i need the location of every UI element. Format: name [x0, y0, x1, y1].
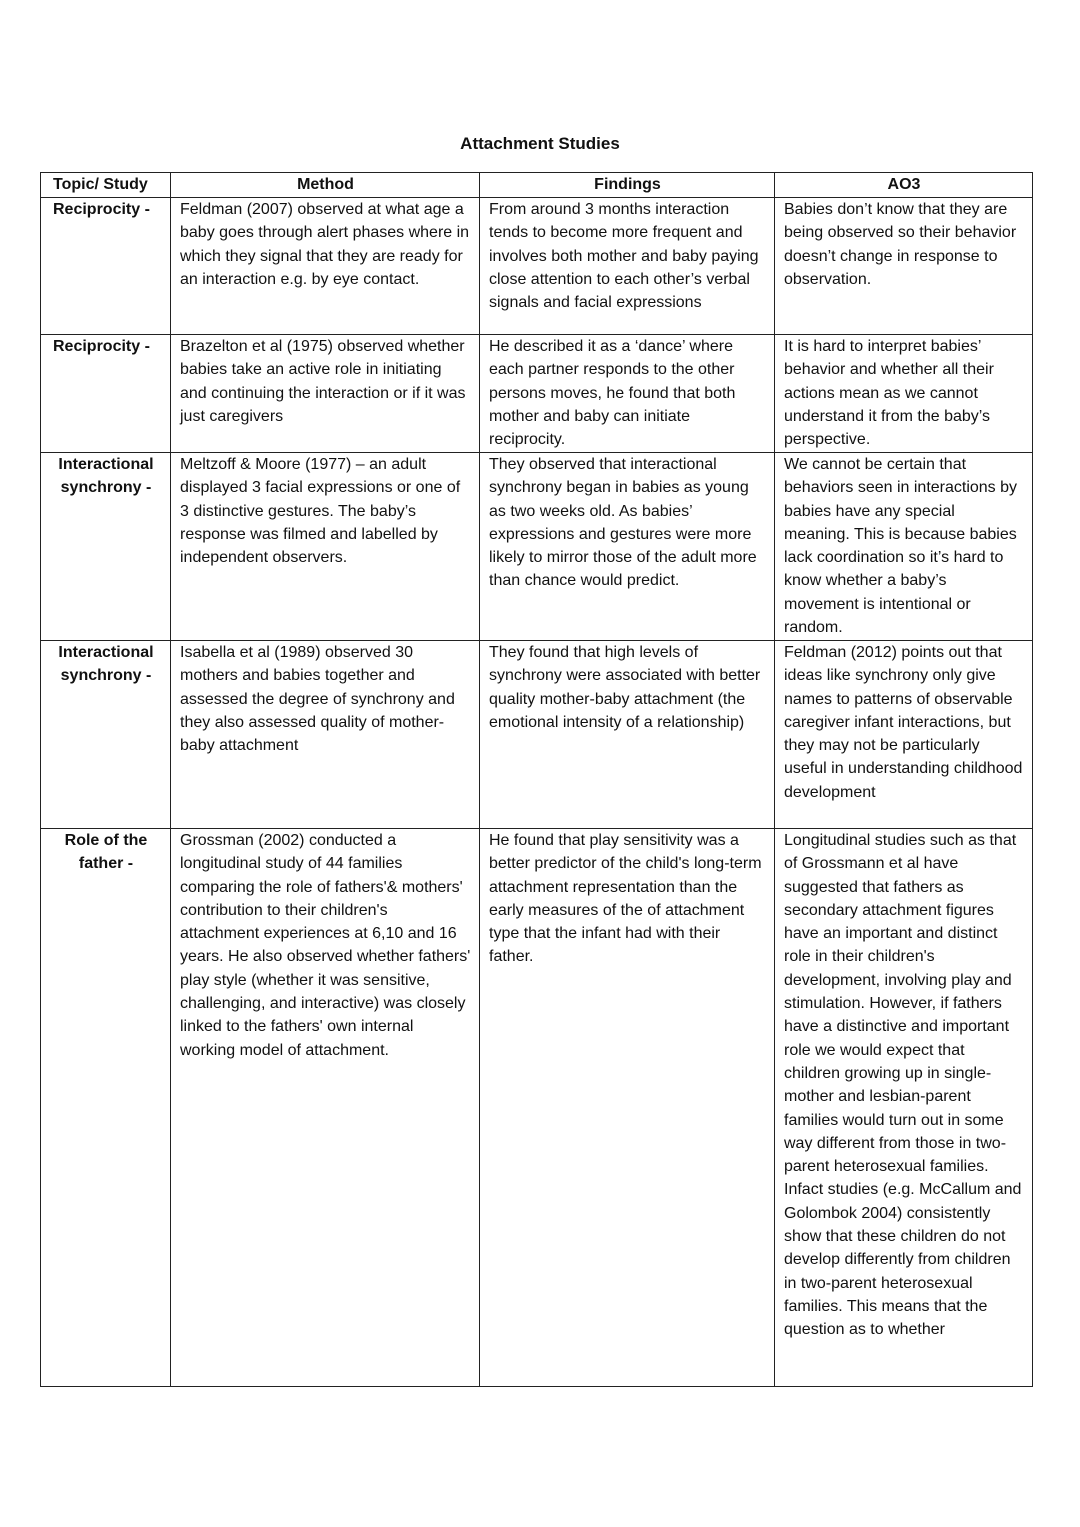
header-topic: Topic/ Study: [41, 173, 171, 198]
table-row: [41, 829, 1033, 1387]
ao3-cell: Feldman (2012) points out that ideas like synchrony only give names to patterns of observable caregiver infant interactions, but they may not be particularly useful in understanding childhood development: [775, 641, 1033, 829]
ao3-cell: Longitudinal studies such as that of Grossmann et al have suggested that fathers as secondary attachment figures have an important and distinct role in their children's development, involving play and stimulation. However, if fathers have a distinctive and important role we would expect that children growing up in single-mother and lesbian-parent families would turn out in some way different from those in two-parent heterosexual families. Infact studies (e.g. McCallum and Golombok 2004) consistently show that these children do not develop differently from children in two-parent heterosexual families. This means that the question as to whether: [775, 829, 1033, 1387]
header-findings: Findings: [480, 173, 775, 198]
attachment-studies-table: [40, 172, 1033, 1387]
method-cell: Meltzoff & Moore (1977) – an adult displayed 3 facial expressions or one of 3 distinctive gestures. The baby’s response was filmed and labelled by independent observers.: [171, 453, 480, 641]
topic-cell: Interactional synchrony -: [41, 641, 171, 829]
topic-cell: Interactional synchrony -: [41, 453, 171, 641]
findings-cell: He described it as a ‘dance’ where each partner responds to the other persons moves, he found that both mother and baby can initiate reciprocity.: [480, 335, 775, 453]
page-title: Attachment Studies: [460, 134, 620, 153]
method-cell: Grossman (2002) conducted a longitudinal study of 44 families comparing the role of fathers'& mothers' contribution to their children's attachment experiences at 6,10 and 16 years. He also observed whether fathers' play style (whether it was sensitive, challenging, and interactive) was closely linked to the fathers' own internal working model of attachment.: [171, 829, 480, 1387]
ao3-cell: It is hard to interpret babies’ behavior and whether all their actions mean as we cannot understand it from the baby’s perspective.: [775, 335, 1033, 453]
ao3-cell: Babies don’t know that they are being observed so their behavior doesn’t change in response to observation.: [775, 198, 1033, 335]
findings-cell: They observed that interactional synchrony began in babies as young as two weeks old. As babies’ expressions and gestures were more likely to mirror those of the adult more than chance would predict.: [480, 453, 775, 641]
method-cell: Isabella et al (1989) observed 30 mothers and babies together and assessed the degree of synchrony and they also assessed quality of mother-baby attachment: [171, 641, 480, 829]
table-row: [41, 198, 1033, 335]
header-method: Method: [171, 173, 480, 198]
table-row: [41, 641, 1033, 829]
findings-cell: From around 3 months interaction tends to become more frequent and involves both mother and baby paying close attention to each other’s verbal signals and facial expressions: [480, 198, 775, 335]
findings-cell: They found that high levels of synchrony were associated with better quality mother-baby attachment (the emotional intensity of a relationship): [480, 641, 775, 829]
header-ao3: AO3: [775, 173, 1033, 198]
findings-cell: He found that play sensitivity was a better predictor of the child's long-term attachment representation than the early measures of the of attachment type that the infant had with their father.: [480, 829, 775, 1387]
method-cell: Brazelton et al (1975) observed whether babies take an active role in initiating and continuing the interaction or if it was just caregivers: [171, 335, 480, 453]
ao3-cell: We cannot be certain that behaviors seen in interactions by babies have any special meaning. This is because babies lack coordination so it’s hard to know whether a baby’s movement is intentional or random.: [775, 453, 1033, 641]
method-cell: Feldman (2007) observed at what age a baby goes through alert phases where in which they signal that they are ready for an interaction e.g. by eye contact.: [171, 198, 480, 335]
topic-cell: Reciprocity -: [41, 335, 171, 453]
topic-cell: Reciprocity -: [41, 198, 171, 335]
table-row: [41, 453, 1033, 641]
topic-cell: Role of the father -: [41, 829, 171, 1387]
table-row: [41, 335, 1033, 453]
table-header-row: [41, 173, 1033, 198]
